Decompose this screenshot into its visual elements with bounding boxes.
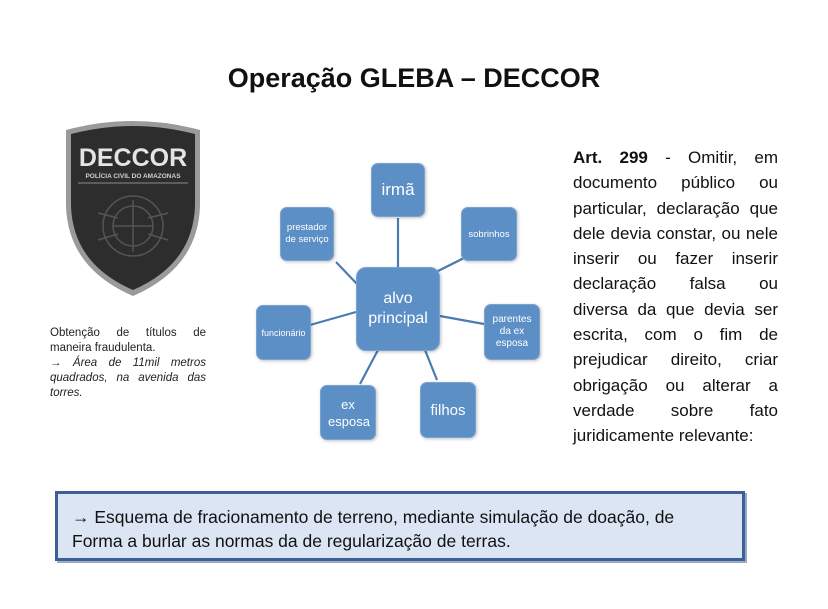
- article-body: - Omitir, em documento público ou particular, declaração que dele devia constar, ou nele inserir ou fazer inserir declaração falsa ou diversa da que devia ser escrita, com o fim de prejudicar direito, criar obrigação ou alterar a verdade sobre fato juridicamente relevante:: [573, 148, 778, 446]
- node-filhos: filhos: [420, 382, 476, 438]
- node-irma: irmã: [371, 163, 425, 217]
- connector-funcionario: [310, 312, 356, 325]
- arrow-icon: →: [72, 507, 90, 527]
- summary-box: [55, 491, 745, 561]
- connector-exesposa: [360, 350, 378, 384]
- summary-text: [72, 505, 728, 553]
- node-sobrinhos: sobrinhos: [461, 207, 517, 261]
- article-299-text: [573, 145, 778, 449]
- left-note-line2: Área de 11mil metros quadrados, na avenida das torres.: [50, 357, 206, 399]
- left-note-line1: Obtenção de títulos de maneira fraudulenta.: [50, 327, 206, 354]
- node-center-alvo-principal: alvo principal: [356, 267, 440, 351]
- badge-name: DECCOR: [78, 144, 188, 172]
- connector-parentes: [440, 316, 484, 324]
- article-heading: Art. 299: [573, 148, 648, 167]
- page-title: Operação GLEBA – DECCOR: [227, 63, 601, 93]
- arrow-icon: →: [50, 357, 62, 369]
- node-ex-esposa: ex esposa: [320, 385, 376, 440]
- node-funcionario: funcionário: [256, 305, 311, 360]
- connector-prestador: [336, 262, 358, 285]
- connector-filhos: [425, 350, 437, 380]
- summary-body: Esquema de fracionamento de terreno, mediante simulação de doação, de Forma a burlar as normas da de regularização de terras.: [72, 507, 675, 551]
- node-parentes-ex-esposa: parentes da ex esposa: [484, 304, 540, 360]
- node-prestador-de-servico: prestador de serviço: [280, 207, 334, 261]
- badge-subtitle: POLÍCIA CIVIL DO AMAZONAS: [85, 173, 181, 180]
